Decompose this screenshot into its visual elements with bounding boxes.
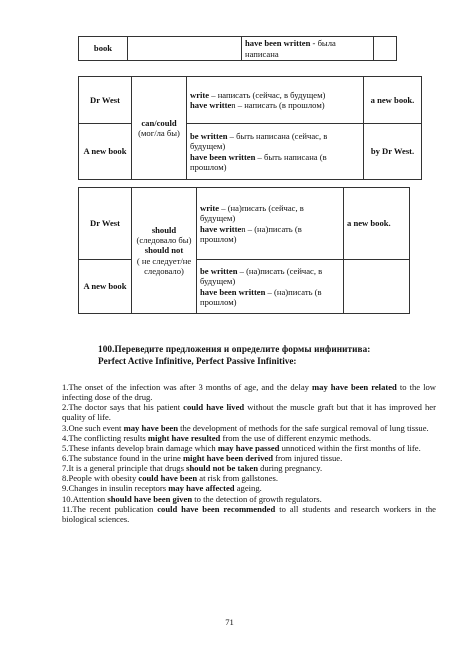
sentence-text: to the detection of growth regulators. [192,493,322,504]
modal-verb: should [151,225,177,236]
list-item [62,453,436,463]
object-cell: a new book. [344,188,410,260]
list-item [62,382,436,402]
infinitive-form: may have passed [217,442,280,453]
list-item [62,433,436,443]
infinitive-form: may have affected [168,483,235,494]
sentence-text: 7.It is a general principle that drugs [62,463,187,474]
list-item [62,423,436,433]
heading-line: 100.Переведите предложения и определите формы инфинитива: [98,344,371,354]
table-cell-empty [374,37,397,61]
sentence-text: 10.Attention [62,493,108,504]
list-item [62,483,436,493]
sentence-text: 8.People with obesity [62,473,139,484]
sentence-list [62,382,436,524]
sentence-text: 2.The doctor says that his patient [62,402,184,413]
passive-cell [187,124,364,180]
verb: write [190,89,210,100]
verb: write [200,203,220,214]
gloss: – (на)писать (сейчас, в будущем) [200,266,323,287]
infinitive-form: should have been given [107,493,193,504]
modal-gloss: (следовало бы) [136,235,192,246]
infinitive-form: could have been recommended [157,503,276,514]
verb: have been written [190,151,256,162]
infinitive-form: might have been derived [183,452,273,463]
sentence-text: 4.The conflicting results [62,432,148,443]
list-item [62,494,436,504]
active-cell [197,188,344,260]
sentence-text: 5.These infants develop brain damage which [62,442,218,453]
modal-gloss: (мог/ла бы) [138,128,180,138]
modal-verb: can/could [141,117,177,128]
agent-cell: by Dr West. [364,124,422,180]
sentence-text: at risk from gallstones. [197,473,279,484]
infinitive-form: may have been [123,422,179,433]
table-cell-empty [128,37,242,61]
subject-cell: A new book [79,260,132,314]
subject-cell: Dr West [79,188,132,260]
sentence-text: without the muscle graft but that it has improved her quality of life. [62,402,436,423]
sentence-text: the development of methods for the safe surgical removal of lung tissue. [178,422,429,433]
passive-cell [197,260,344,314]
sentence-text: 9.Changes in insulin receptors [62,483,169,494]
gloss: – написать (сейчас, в будущем) [209,89,326,100]
exercise-heading [98,344,438,368]
infinitive-form: may have been related [312,382,397,392]
gloss: - была написана [245,38,336,59]
list-item [62,463,436,473]
modal-cell [132,188,197,314]
infinitive-form: could have been [138,473,198,484]
gloss: – быть написана (сейчас, в будущем) [190,131,328,152]
list-item [62,443,436,453]
table-cell-empty [344,260,410,314]
gloss: – (на)писать (в прошлом) [200,286,322,307]
sentence-text: from injured tissue. [273,452,343,463]
gloss: n – написать (в прошлом) [231,100,325,110]
modal-gloss: ( не следует/не следовало) [136,255,192,276]
verb: have writte [200,223,242,234]
infinitive-form: should not be taken [186,463,258,474]
sentence-text: 1.The onset of the infection was after 3 months of age, and the delay [62,382,312,392]
infinitive-form: could have lived [183,402,245,413]
sentence-text: 11.The recent publication [62,503,158,514]
sentence-text: to all students and research workers in the biological sciences. [62,503,436,524]
modal-cell [132,77,187,180]
sentence-text: ageing. [234,483,262,494]
table-cell [242,37,374,61]
infinitive-form: might have resulted [147,432,221,443]
sentence-text: unnoticed within the first months of life. [279,442,421,453]
verb: be written [190,131,228,142]
gloss: – быть написана (в прошлом) [190,151,327,172]
gloss: n – (на)писать (в прошлом) [200,223,302,244]
subject-cell: A new book [79,124,132,180]
table-continuation [78,36,397,61]
table-can-could [78,76,422,180]
table-cell: book [79,37,128,61]
page-number: 71 [225,617,234,627]
table-should [78,187,410,314]
list-item [62,473,436,483]
heading-line: Perfect Active Infinitive, Perfect Passive Infinitive: [98,355,297,366]
bold-term: have been written [245,38,311,49]
sentence-text: from the use of different enzymic methods. [220,432,372,443]
verb: have writte [190,100,232,110]
verb: be written [200,266,238,277]
sentence-text: 6.The substance found in the urine [62,452,183,463]
verb: have been written [200,286,266,297]
subject-cell: Dr West [79,77,132,124]
modal-verb: should not [144,245,184,256]
object-cell: a new book. [364,77,422,124]
sentence-text: 3.One such event [62,422,124,433]
list-item [62,504,436,524]
sentence-text: to the low infecting dose of the drug. [62,382,436,403]
active-cell [187,77,364,124]
list-item [62,402,436,422]
sentence-text: during pregnancy. [257,463,323,474]
gloss: – (на)писать (сейчас, в будущем) [200,203,304,224]
